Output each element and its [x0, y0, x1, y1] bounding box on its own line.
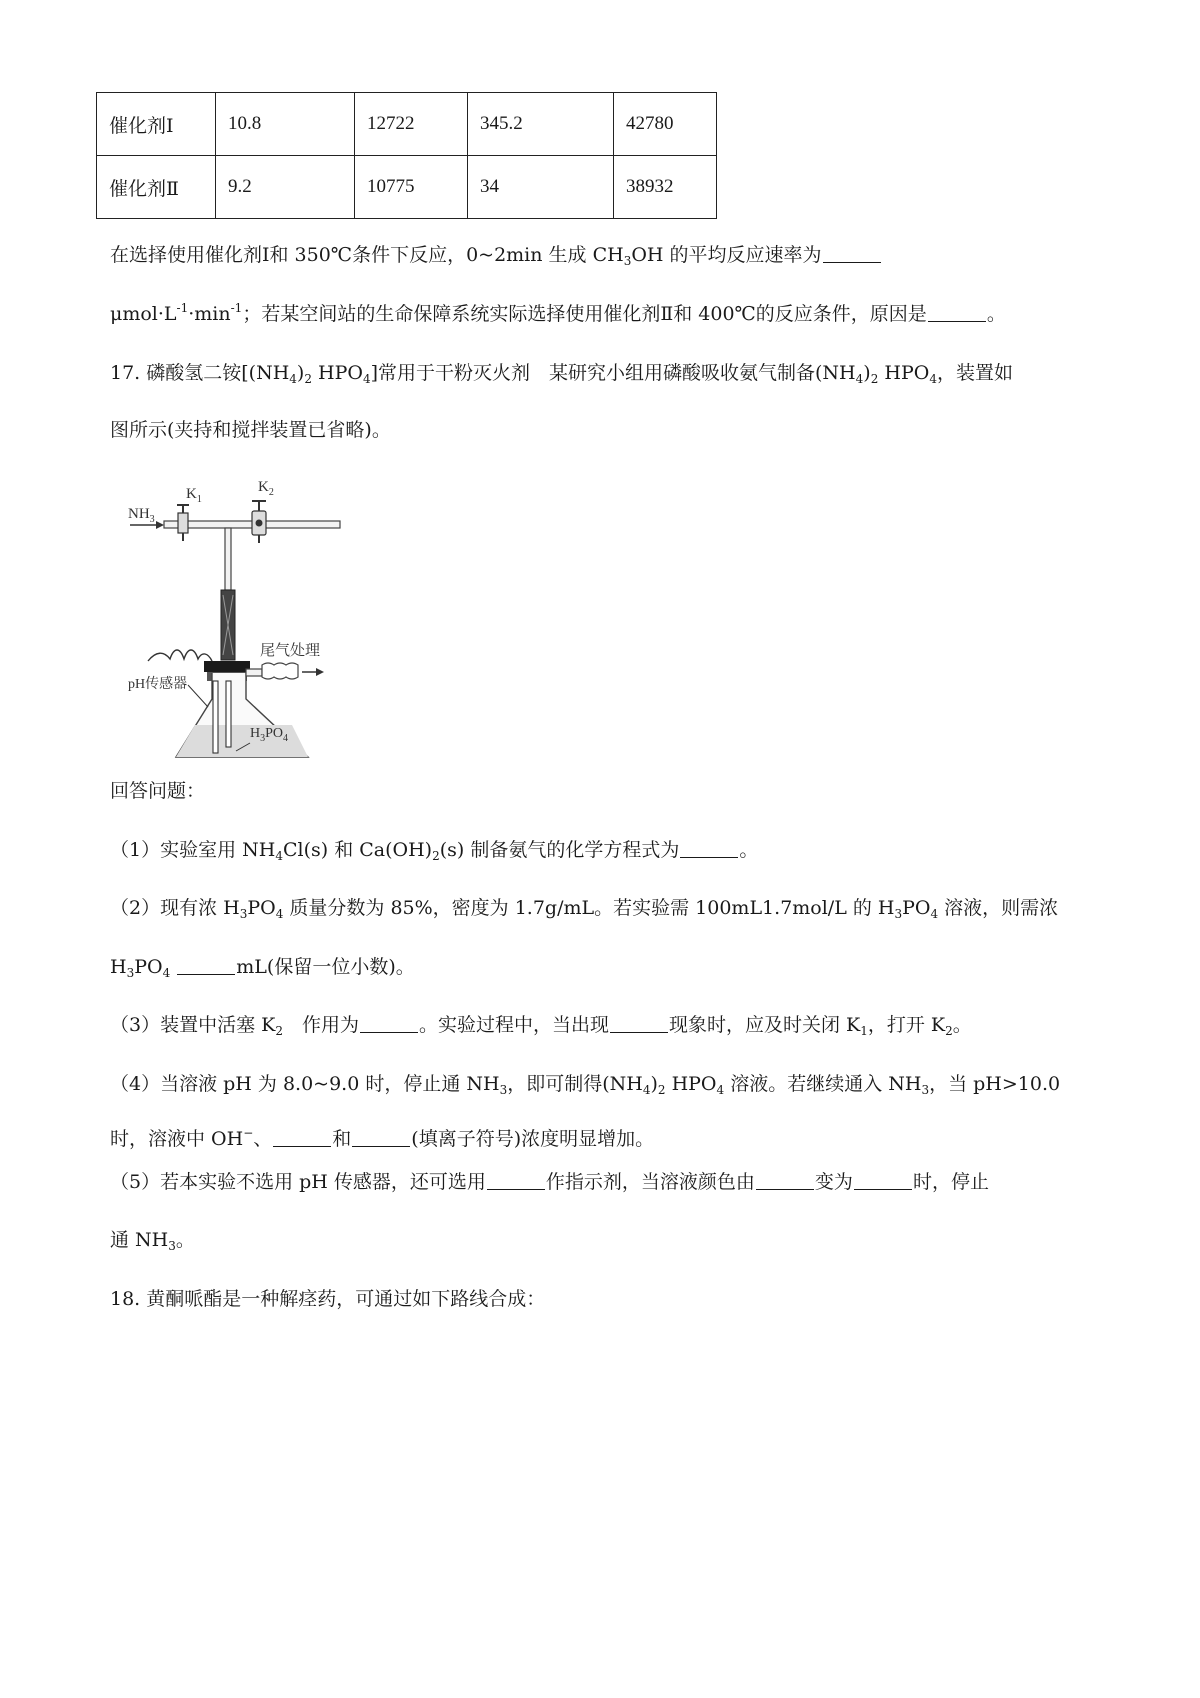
- text-run: 变为: [814, 1171, 853, 1193]
- table-cell: 38932: [614, 156, 717, 219]
- text-run: 。: [986, 303, 1006, 325]
- subscript: 2: [432, 849, 440, 863]
- text-run: [170, 956, 176, 978]
- text-run: 回答问题：: [110, 780, 206, 802]
- answer-heading: [110, 780, 205, 803]
- table-cell: 催化剂Ⅱ: [97, 156, 216, 219]
- q17-part5-line2: [110, 1229, 195, 1252]
- subscript: 4: [716, 1083, 725, 1097]
- text-run: 。: [175, 1229, 195, 1251]
- answer-blank[interactable]: [610, 1031, 668, 1033]
- table-cell: 345.2: [468, 93, 614, 156]
- answer-blank[interactable]: [487, 1188, 545, 1190]
- q17-part5-line1: [110, 1171, 989, 1194]
- text-run: 在选择使用催化剂Ⅰ和 350℃条件下反应，0~2min 生成 CH: [110, 244, 624, 266]
- text-run: （2）现有浓 H: [110, 897, 240, 919]
- text-run: (s) 制备氨气的化学方程式为: [439, 839, 680, 861]
- text-run: 17. 磷酸氢二铵[(NH: [110, 362, 290, 384]
- subscript: 2: [657, 1083, 666, 1097]
- subscript: 3: [168, 1239, 176, 1253]
- text-run: 作指示剂，当溶液颜色由: [545, 1171, 755, 1193]
- text-run: 作用为: [282, 1014, 359, 1036]
- text-run: 现象时，应及时关闭 K: [669, 1014, 861, 1036]
- text-run: (填离子符号)浓度明显增加。: [411, 1128, 655, 1150]
- text-run: HPO: [878, 362, 930, 384]
- subscript: 4: [855, 372, 864, 386]
- text-run: （3）装置中活塞 K: [110, 1014, 276, 1036]
- subscript: 4: [275, 907, 284, 921]
- ph-probe: [213, 681, 218, 753]
- text-run: ，当 pH>10.0: [929, 1073, 1061, 1095]
- text-run: OH 的平均反应速率为: [631, 244, 822, 266]
- q16-rate-question-line: [110, 244, 882, 267]
- q17-part2-line1: [110, 897, 1058, 920]
- h3po4-label: $H_3PO_4$: [250, 726, 289, 744]
- text-run: （5）若本实验不选用 pH 传感器，还可选用: [110, 1171, 486, 1193]
- text-run: 。: [952, 1014, 972, 1036]
- k1-label: $K_1$: [186, 486, 202, 505]
- answer-blank[interactable]: [360, 1031, 418, 1033]
- text-run: ，打开 K: [867, 1014, 946, 1036]
- text-run: ；若某空间站的生命保障系统实际选择使用催化剂Ⅱ和 400℃的反应条件，原因是: [242, 303, 927, 325]
- answer-blank[interactable]: [680, 856, 738, 858]
- text-run: H: [110, 956, 127, 978]
- q17-part4-line1: [110, 1073, 1060, 1096]
- h3po4-solution: [176, 725, 308, 757]
- answer-blank[interactable]: [823, 261, 881, 263]
- answer-blank[interactable]: [928, 320, 986, 322]
- text-run: HPO: [665, 1073, 717, 1095]
- flask-stopper: [204, 661, 250, 672]
- text-run: ·min: [188, 303, 231, 325]
- text-run: 。实验过程中，当出现: [418, 1014, 609, 1036]
- text-run: HPO: [311, 362, 363, 384]
- text-run: 通 NH: [110, 1229, 169, 1251]
- text-run: 18. 黄酮哌酯是一种解痉药，可通过如下路线合成：: [110, 1288, 546, 1310]
- text-run: 、: [253, 1128, 273, 1150]
- subscript: 3: [623, 254, 632, 268]
- superscript: -1: [230, 301, 243, 315]
- text-run: （4）当溶液 pH 为 8.0~9.0 时，停止通 NH: [110, 1073, 500, 1095]
- superscript: −: [243, 1126, 254, 1140]
- text-run: PO: [134, 956, 163, 978]
- table-cell: 9.2: [216, 156, 355, 219]
- text-run: ): [650, 1073, 658, 1095]
- q17-part4-line2: [110, 1128, 654, 1151]
- vertical-tube: [225, 528, 231, 590]
- text-run: ，装置如: [936, 362, 1013, 384]
- answer-blank[interactable]: [352, 1145, 410, 1147]
- ph-sensor-leader: [188, 685, 208, 707]
- subscript: 2: [275, 1024, 283, 1038]
- answer-blank[interactable]: [854, 1188, 912, 1190]
- subscript: 4: [362, 372, 371, 386]
- text-run: μmol·L: [110, 303, 177, 325]
- superscript: -1: [176, 301, 189, 315]
- q17-intro-line-2: [110, 419, 391, 442]
- subscript: 2: [945, 1024, 953, 1038]
- inlet-arrowhead: [156, 521, 164, 529]
- subscript: 4: [289, 372, 297, 386]
- subscript: 1: [860, 1024, 868, 1038]
- text-run: 图所示(夹持和搅拌装置已省略)。: [110, 419, 391, 441]
- ph-sensor-label: pH传感器: [128, 677, 188, 692]
- subscript: 4: [275, 849, 283, 863]
- nh3-label: $NH_3$: [128, 506, 155, 525]
- text-run: ): [296, 362, 305, 384]
- text-run: （1）实验室用 NH: [110, 839, 276, 861]
- answer-blank[interactable]: [273, 1145, 331, 1147]
- text-run: ]常用于干粉灭火剂 某研究小组用磷酸吸收氨气制备(NH: [370, 362, 856, 384]
- table-cell: 12722: [355, 93, 468, 156]
- subscript: 3: [921, 1083, 930, 1097]
- table-row: [97, 156, 717, 219]
- text-run: mL(保留一位小数)。: [236, 956, 415, 978]
- q17-part1: [110, 839, 758, 862]
- table-cell: 催化剂Ⅰ: [97, 93, 216, 156]
- table-cell: 10775: [355, 156, 468, 219]
- subscript: 2: [304, 372, 312, 386]
- dip-tube: [226, 681, 231, 747]
- text-run: Cl(s) 和 Ca(OH): [282, 839, 433, 861]
- k2-label: $K_2$: [258, 479, 274, 498]
- table-cell: 34: [468, 156, 614, 219]
- q17-part2-line2: [110, 956, 415, 979]
- catalyst-data-table: [96, 92, 717, 219]
- subscript: 4: [929, 372, 937, 386]
- tail-gas-label: 尾气处理: [260, 643, 321, 659]
- text-run: 溶液。若继续通入 NH: [724, 1073, 922, 1095]
- text-run: PO: [902, 897, 931, 919]
- tail-gas-outlet: [246, 663, 324, 679]
- q17-part3: [110, 1014, 972, 1037]
- text-run: 时，停止: [912, 1171, 989, 1193]
- k2-stopcock: [252, 501, 266, 543]
- subscript: 3: [126, 966, 135, 980]
- table-cell: 42780: [614, 93, 717, 156]
- answer-blank[interactable]: [177, 973, 235, 975]
- subscript: 4: [930, 907, 939, 921]
- text-run: 质量分数为 85%，密度为 1.7g/mL。若实验需 100mL1.7mol/L 的 H: [283, 897, 895, 919]
- text-run: 。: [739, 839, 759, 861]
- apparatus-diagram: [128, 475, 358, 760]
- sensor-cable: [148, 650, 212, 661]
- subscript: 2: [870, 372, 879, 386]
- q16-reason-question-line: [110, 303, 1006, 326]
- stirring-rod: [221, 590, 235, 660]
- text-run: ): [863, 362, 871, 384]
- subscript: 4: [642, 1083, 651, 1097]
- text-run: ，即可制得(NH: [507, 1073, 643, 1095]
- table-row: [97, 93, 717, 156]
- table-cell: 10.8: [216, 93, 355, 156]
- q18-intro-line: [110, 1288, 545, 1311]
- q17-intro-line: [110, 362, 1013, 385]
- text-run: 溶液，则需浓: [938, 897, 1059, 919]
- answer-blank[interactable]: [756, 1188, 814, 1190]
- subscript: 3: [894, 907, 903, 921]
- text-run: PO: [247, 897, 276, 919]
- subscript: 4: [162, 966, 171, 980]
- text-run: 时，溶液中 OH: [110, 1128, 244, 1150]
- subscript: 3: [239, 907, 248, 921]
- subscript: 3: [499, 1083, 508, 1097]
- k1-stopcock: [177, 505, 189, 541]
- text-run: 和: [332, 1128, 352, 1150]
